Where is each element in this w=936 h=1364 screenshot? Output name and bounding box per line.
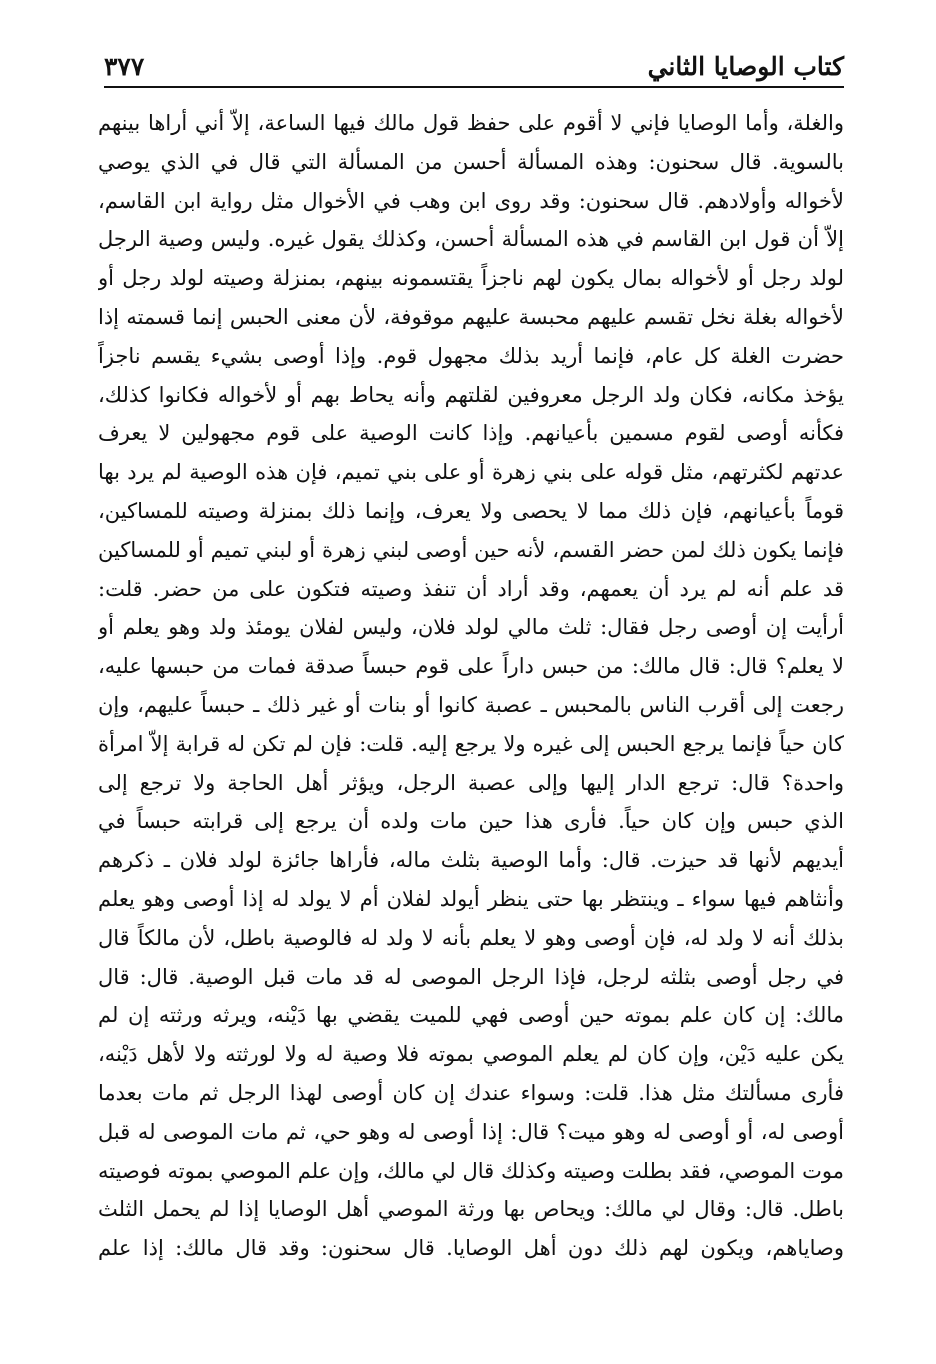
text-line: يكن عليه دَيْن، وإن كان لم يعلم الموصي بموته فلا وصية له ولا لورثته ولا لأهل دَيْنه،: [98, 1042, 844, 1067]
text-line: باطل. قال: وقال لي مالك: ويحاص بها ورثة الموصي أهل الوصايا إذا لم يحمل الثلث: [98, 1197, 844, 1222]
text-line: حضرت الغلة كل عام، فإنما أريد بذلك مجهول قوم. وإذا أوصى بشيء يقسم ناجزاً: [98, 343, 844, 368]
text-line: والغلة، وأما الوصايا فإني لا أقوم على حفظ قول مالك فيها الساعة، إلاّ أني أراها بينهم: [98, 111, 844, 135]
text-line: يؤخذ مكانه، فكان ولد الرجل معروفين لقلتهم وأنه يحاط بهم أو لأخواله فكانوا كذلك،: [98, 382, 844, 407]
text-line: لولد رجل أو لأخواله بمال يكون لهم ناجزاً يقتسمونه بينهم، بمنزلة وصيته لولد رجل أو: [98, 266, 844, 291]
text-line: لا يعلم؟ قال: قال مالك: من حبس داراً على قوم حبساً صدقة فمات من حبسها عليه،: [98, 654, 844, 679]
text-line: واحدة؟ قال: ترجع الدار إليها وإلى عصبة الرجل، ويؤثر أهل الحاجة ولا ترجع إلى: [98, 770, 844, 795]
text-line: بالسوية. قال سحنون: وهذه المسألة أحسن من المسألة التي قال في الذي يوصي: [98, 149, 844, 174]
text-line: وأنثاهم فيها سواء ـ وينتظر بها حتى ينظر أيولد لفلان أم لا يولد له إذا أوصى وهو يعلم: [98, 886, 844, 911]
text-line: عدتهم لكثرتهم، مثل قوله على بني زهرة أو على بني تميم، فإن هذه الوصية لم يرد بها: [98, 460, 844, 485]
text-line: في رجل أوصى بثلثه لرجل، فإذا الرجل الموصى له قد مات قبل الوصية. قال: قال: [98, 964, 844, 989]
text-line: أرأيت إن أوصى رجل فقال: ثلث مالي لولد فلان، وليس لفلان يومئذ ولد وهو يعلم أو: [98, 615, 844, 640]
running-head: [104, 48, 844, 88]
text-line: لأخواله وأولادهم. قال سحنون: وقد روى ابن وهب في الأخوال مثل رواية ابن القاسم،: [98, 188, 844, 213]
text-line: فإنما يكون ذلك لمن حضر القسم، لأنه حين أوصى لبني زهرة أو لبني تميم أو للمساكين: [98, 537, 844, 562]
text-line: أيديهم لأنها قد حيزت. قال: وأما الوصية بثلث ماله، فأراها جائزة لولد فلان ـ ذكرهم: [98, 848, 844, 873]
text-line: قد علم أنه لم يرد أن يعمهم، وقد أراد أن تنفذ وصيته فتكون على من حضر. قلت:: [98, 576, 844, 601]
text-line: إلاّ أن قول ابن القاسم في هذه المسألة أحسن، وكذلك يقول غيره. وليس وصية الرجل: [98, 227, 844, 252]
header-rule: [104, 86, 844, 88]
text-line: قوماً بأعيانهم، فإن ذلك مما لا يحصى ولا يعرف، وإنما ذلك بمنزلة وصيته للمساكين،: [98, 498, 844, 523]
text-line: كان حياً فإنما يرجع الحبس إلى غيره ولا يرجع إليه. قلت: فإن لم تكن له قرابة إلاّ امرأة: [98, 731, 844, 756]
text-line: وصاياهم، ويكون لهم ذلك دون أهل الوصايا. قال سحنون: وقد قال مالك: إذا علم: [98, 1236, 844, 1261]
text-line: أوصى له، أو أوصى له وهو ميت؟ قال: إذا أوصى له وهو حي، ثم مات الموصى له قبل: [98, 1119, 844, 1144]
page-number: ٣٧٧: [104, 52, 145, 81]
text-line: الذي حبس وإن كان حياً. فأرى هذا حين مات ولده أن يرجع إلى قرابته حبساً في: [98, 809, 844, 834]
text-line: لأخواله بغلة نخل تقسم عليهم محبسة عليهم موقوفة، لأن معنى الحبس إنما قسمته إذا: [98, 304, 844, 329]
text-line: فكأنه أوصى لقوم مسمين بأعيانهم. وإذا كانت الوصية على قوم مجهولين لا يعرف: [98, 421, 844, 446]
text-line: مالك: إن كان علم بموته حين أوصى فهي للميت يقضي بها دَيْنه، ويرثه ورثته إن لم: [98, 1003, 844, 1028]
text-line: بذلك أنه لا ولد له، فإن أوصى وهو لا يعلم بأنه لا ولد له فالوصية باطل، لأن مالكاً قال: [98, 925, 844, 950]
text-line: موت الموصي، فقد بطلت وصيته وكذلك قال لي مالك، وإن علم الموصي بموته فوصيته: [98, 1158, 844, 1183]
body-text: [98, 104, 844, 1268]
text-line: فأرى مسألتك مثل هذا. قلت: وسواء عندك إن كان أوصى لهذا الرجل ثم مات بعدما: [98, 1080, 844, 1105]
header-title: كتاب الوصايا الثاني: [647, 52, 844, 81]
text-line: رجعت إلى أقرب الناس بالمحبس ـ عصبة كانوا أو بنات أو غير ذلك ـ حبساً عليهم، وإن: [98, 692, 844, 717]
